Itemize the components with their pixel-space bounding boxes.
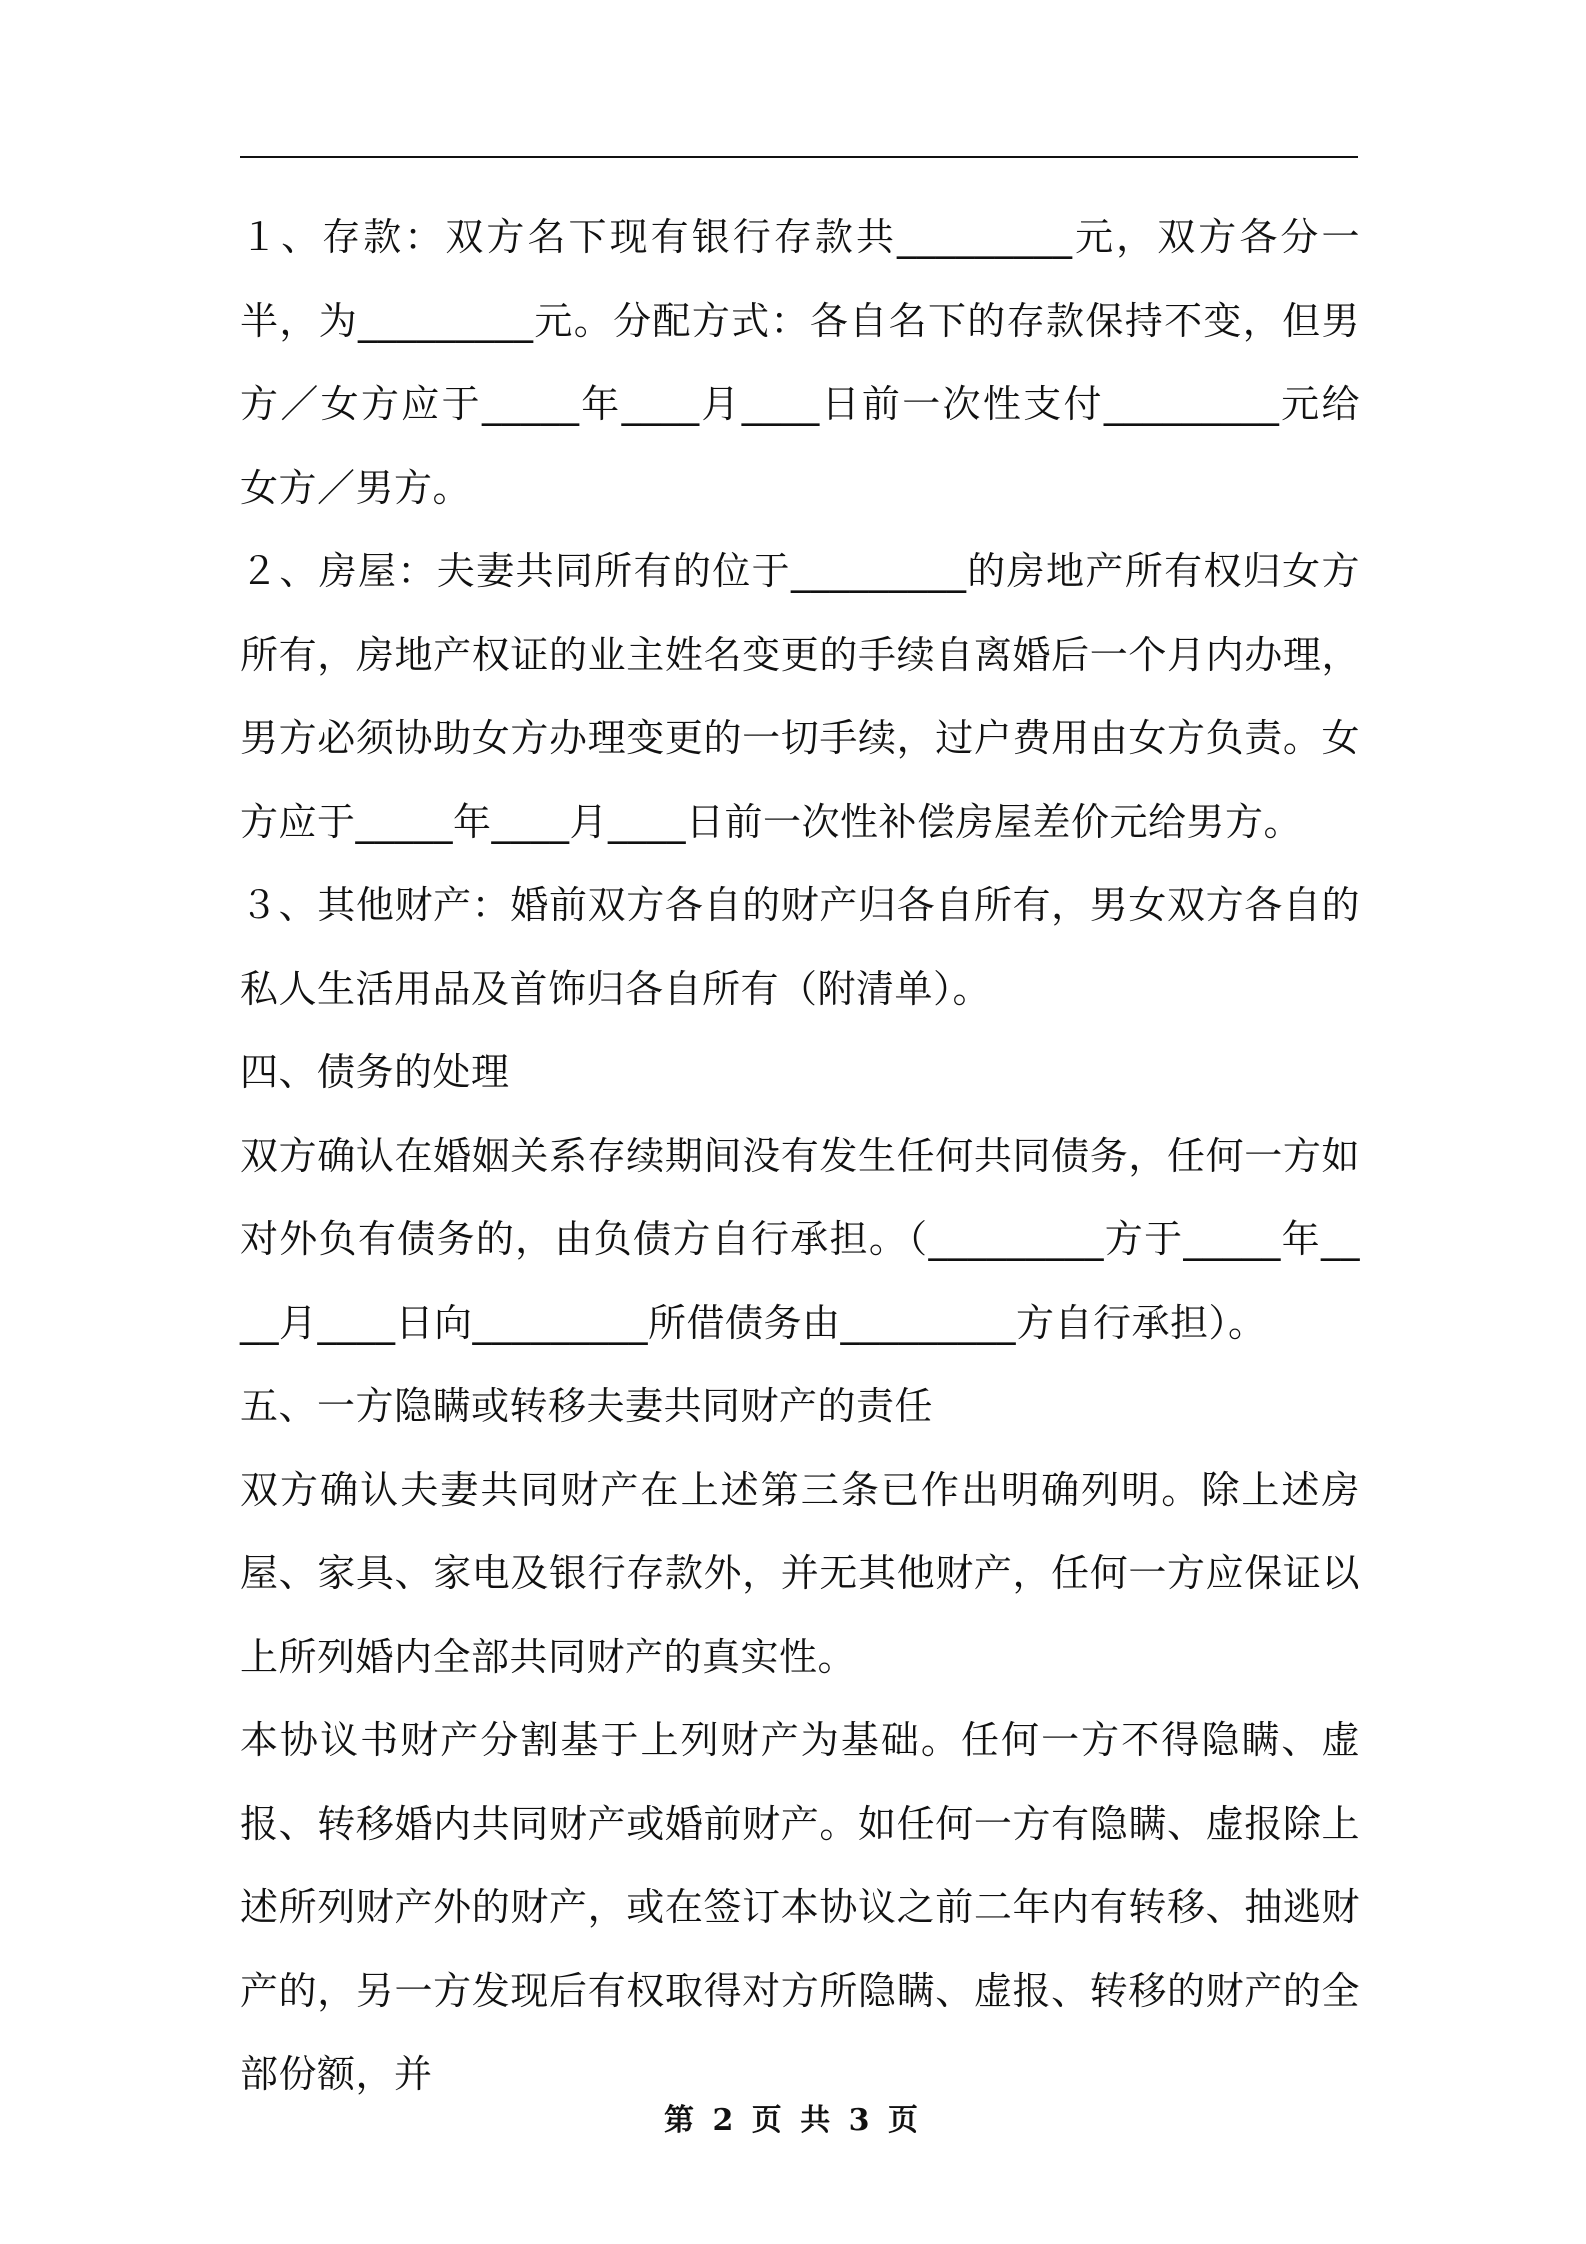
- paragraph-concealment-liability: 本协议书财产分割基于上列财产为基础。任何一方不得隐瞒、虚报、转移婚内共同财产或婚前财产。如任何一方有隐瞒、虚报除上述所列财产外的财产，或在签订本协议之前二年内有转移、抽逃财产的，另一方发现后有权取得对方所隐瞒、虚报、转移的财产的全部份额，并: [240, 1718, 1360, 2096]
- page-number: 第 2 页 共 3 页: [664, 2103, 922, 2138]
- paragraph-debt: 双方确认在婚姻关系存续期间没有发生任何共同债务，任何一方如对外负有债务的，由负债方自行承担。（_________方于_____年____月____日向_________所借债务由_________方自行承担）。: [240, 1133, 1360, 1345]
- header-rule: [240, 156, 1358, 158]
- paragraph-deposit: １、存款：双方名下现有银行存款共_________元，双方各分一半，为_________元。分配方式：各自名下的存款保持不变，但男方／女方应于_____年____月____日前一次性支付_________元给女方／男方。: [240, 215, 1360, 510]
- paragraph-property-confirmation: 双方确认夫妻共同财产在上述第三条已作出明确列明。除上述房屋、家具、家电及银行存款外，并无其他财产，任何一方应保证以上所列婚内全部共同财产的真实性。: [240, 1467, 1360, 1679]
- document-body: [240, 196, 1360, 2117]
- section-heading-concealment: 五、一方隐瞒或转移夫妻共同财产的责任: [240, 1384, 934, 1428]
- paragraph-other-property: ３、其他财产：婚前双方各自的财产归各自所有，男女双方各自的私人生活用品及首饰归各自所有（附清单）。: [240, 883, 1360, 1011]
- section-heading-debt: 四、债务的处理: [240, 1050, 510, 1094]
- paragraph-house: ２、房屋：夫妻共同所有的位于_________的房地产所有权归女方所有，房地产权证的业主姓名变更的手续自离婚后一个月内办理，男方必须协助女方办理变更的一切手续，过户费用由女方负责。女方应于_____年____月____日前一次性补偿房屋差价元给男方。: [240, 549, 1360, 844]
